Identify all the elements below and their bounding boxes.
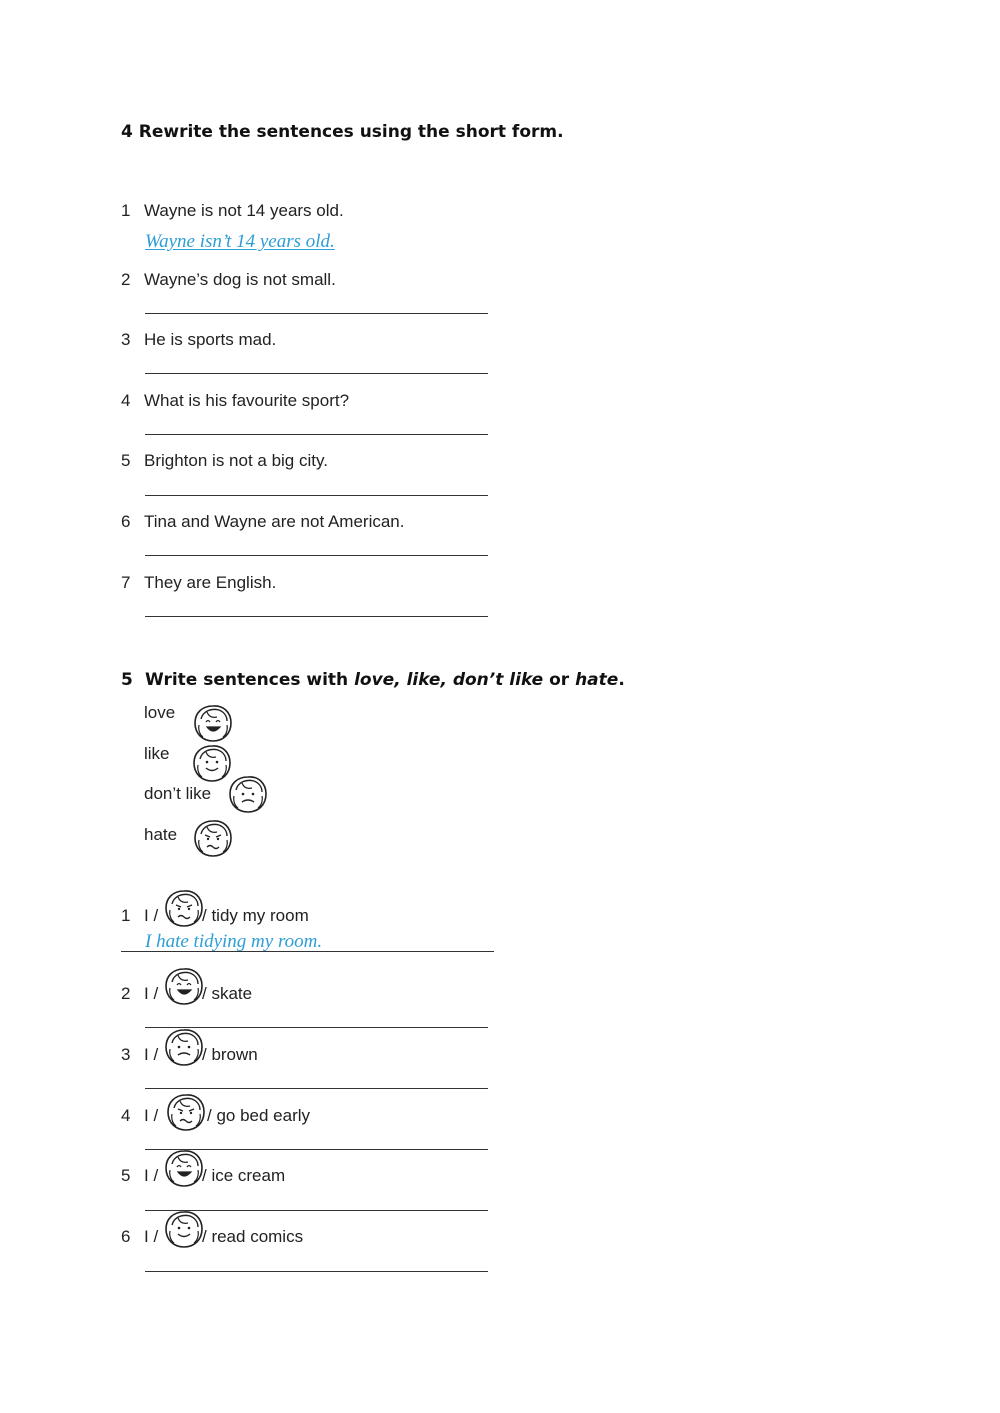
- like-face-icon: [192, 743, 232, 783]
- item-number: 1: [121, 906, 131, 925]
- item-sentence: Wayne’s dog is not small.: [144, 270, 336, 289]
- hate-face-icon: [164, 888, 204, 928]
- ex4-item-4-answer-line[interactable]: [145, 434, 488, 435]
- item-suffix: / brown: [202, 1045, 258, 1064]
- item-prefix: I /: [144, 1227, 159, 1246]
- ex5-item-1-answer-line: [121, 951, 494, 952]
- key-label-dont-like: don’t like: [144, 784, 212, 803]
- heading-end: .: [618, 670, 625, 690]
- exercise-5-heading: [121, 670, 625, 690]
- heading-or: or: [543, 670, 576, 690]
- item-prefix: I /: [144, 984, 159, 1003]
- ex4-item-3-answer-line[interactable]: [145, 373, 488, 374]
- item-number: 7: [121, 573, 131, 592]
- item-suffix: / go bed early: [207, 1106, 311, 1125]
- item-sentence: He is sports mad.: [144, 330, 277, 349]
- ex4-item-6-answer-line[interactable]: [145, 555, 488, 556]
- item-number: 3: [121, 1045, 131, 1064]
- heading-last-word: hate: [575, 670, 619, 690]
- item-sentence: What is his favourite sport?: [144, 391, 350, 410]
- item-number: 3: [121, 330, 131, 349]
- love-face-icon: [164, 966, 204, 1006]
- ex5-item-1-answer[interactable]: I hate tidying my room.: [145, 931, 323, 952]
- item-sentence: Brighton is not a big city.: [144, 451, 328, 470]
- item-number: 5: [121, 1166, 131, 1185]
- ex5-item-3-answer-line[interactable]: [145, 1088, 488, 1089]
- item-number: 4: [121, 1106, 131, 1125]
- hate-face-icon: [193, 818, 233, 858]
- item-number: 1: [121, 201, 131, 220]
- item-number: 2: [121, 984, 131, 1003]
- key-label-love: love: [144, 703, 176, 722]
- item-number: 6: [121, 512, 131, 531]
- ex4-item-5-answer-line[interactable]: [145, 495, 488, 496]
- like-face-icon: [164, 1209, 204, 1249]
- love-face-icon: [164, 1148, 204, 1188]
- item-number: 5: [121, 451, 131, 470]
- ex4-item-1-answer[interactable]: Wayne isn’t 14 years old.: [145, 231, 335, 252]
- ex5-item-6-answer-line[interactable]: [145, 1271, 488, 1272]
- item-number: 4: [121, 391, 131, 410]
- heading-text: Write sentences with: [145, 670, 355, 690]
- key-label-like: like: [144, 744, 170, 763]
- dont-like-face-icon: [228, 774, 268, 814]
- love-face-icon: [193, 703, 233, 743]
- key-label-hate: hate: [144, 825, 178, 844]
- item-suffix: / skate: [202, 984, 253, 1003]
- item-suffix: / tidy my room: [202, 906, 309, 925]
- item-prefix: I /: [144, 906, 159, 925]
- item-sentence: Tina and Wayne are not American.: [144, 512, 405, 531]
- item-suffix: / ice cream: [202, 1166, 286, 1185]
- ex4-item-2-answer-line[interactable]: [145, 313, 488, 314]
- hate-face-icon: [166, 1092, 206, 1132]
- exercise-number: 5: [121, 670, 133, 690]
- exercise-4-heading: 4 Rewrite the sentences using the short form.: [121, 122, 564, 142]
- item-sentence: They are English.: [144, 573, 277, 592]
- item-suffix: / read comics: [202, 1227, 304, 1246]
- heading-words: love, like, don’t like: [354, 670, 544, 690]
- ex4-item-7-answer-line[interactable]: [145, 616, 488, 617]
- item-sentence: Wayne is not 14 years old.: [144, 201, 344, 220]
- item-prefix: I /: [144, 1045, 159, 1064]
- item-number: 6: [121, 1227, 131, 1246]
- item-prefix: I /: [144, 1106, 159, 1125]
- dont-like-face-icon: [164, 1027, 204, 1067]
- item-number: 2: [121, 270, 131, 289]
- item-prefix: I /: [144, 1166, 159, 1185]
